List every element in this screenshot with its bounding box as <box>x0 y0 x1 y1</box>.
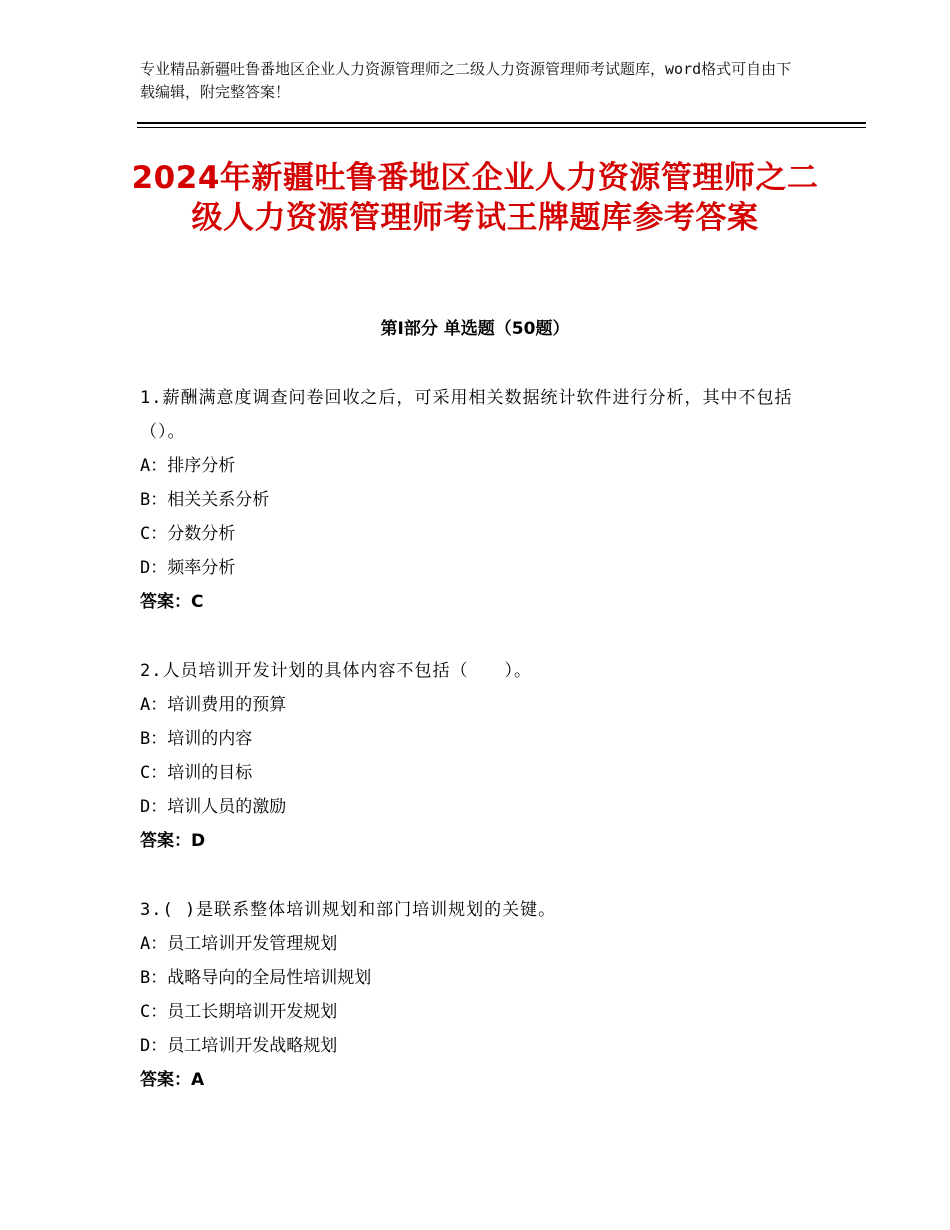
option-d: D：频率分析 <box>140 558 236 578</box>
section-title: 第Ⅰ部分 单选题（50题） <box>380 319 570 339</box>
option-b: B：相关关系分析 <box>140 490 270 510</box>
option-b: B：培训的内容 <box>140 729 253 749</box>
answer: 答案：D <box>140 831 206 851</box>
header-rule-thin <box>137 127 866 128</box>
question-3 <box>140 893 800 1097</box>
header-note: 专业精品新疆吐鲁番地区企业人力资源管理师之二级人力资源管理师考试题库，word格式可自由下载编辑，附完整答案！ <box>140 60 792 101</box>
question-1 <box>140 381 800 619</box>
question-stem: 3.( )是联系整体培训规划和部门培训规划的关键。 <box>140 900 557 920</box>
option-a: A：员工培训开发管理规划 <box>140 934 338 954</box>
option-d: D：培训人员的激励 <box>140 797 287 817</box>
option-d: D：员工培训开发战略规划 <box>140 1036 338 1056</box>
option-a: A：排序分析 <box>140 456 236 476</box>
answer: 答案：A <box>140 1070 205 1090</box>
answer: 答案：C <box>140 592 204 612</box>
question-stem: 1.薪酬满意度调查问卷回收之后，可采用相关数据统计软件进行分析，其中不包括（）。 <box>140 388 793 442</box>
document-title: 2024年新疆吐鲁番地区企业人力资源管理师之二级人力资源管理师考试王牌题库参考答案 <box>131 160 819 236</box>
option-a: A：培训费用的预算 <box>140 695 287 715</box>
question-2 <box>140 654 800 858</box>
option-c: C：分数分析 <box>140 524 236 544</box>
option-b: B：战略导向的全局性培训规划 <box>140 968 372 988</box>
question-stem: 2.人员培训开发计划的具体内容不包括（ ）。 <box>140 661 532 681</box>
option-c: C：培训的目标 <box>140 763 253 783</box>
option-c: C：员工长期培训开发规划 <box>140 1002 338 1022</box>
header-rule-thick <box>137 122 866 124</box>
